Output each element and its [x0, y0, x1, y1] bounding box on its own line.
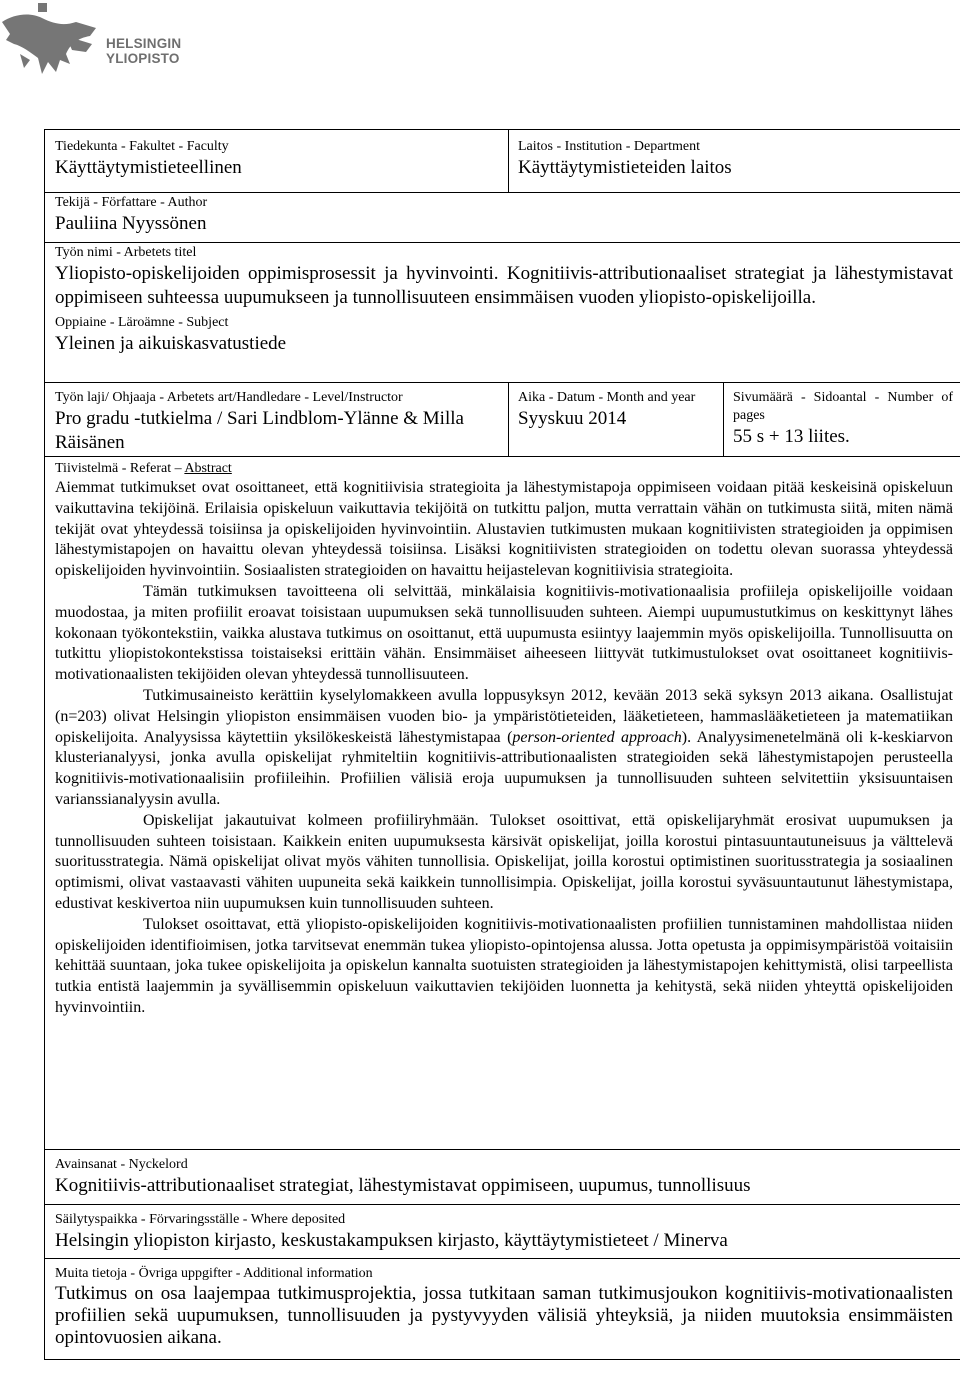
date-cell — [508, 389, 723, 430]
divider — [45, 1204, 960, 1205]
abstract-label: Tiivistelmä - Referat – Abstract — [55, 461, 232, 476]
divider — [45, 1258, 960, 1259]
divider — [45, 1149, 960, 1150]
university-logo-icon — [0, 0, 100, 85]
date-label: Aika - Datum - Month and year — [518, 390, 696, 405]
abstract-paragraph: Opiskelijat jakautuivat kolmeen profiiliryhmään. Tulokset osoittivat, että opiskelijaryhmät erosivat uupumuksen ja tunnollisuuden suhteen toisistaan. Kaikkein eniten uupumuksesta kärsivät opiskelijat, joilla korostui pintasuuntautuneisuus ja välttelevä suoritusstrategia. Nämä opiskelijat olivat myös vähiten tunnollisia. Opiskelijat, joilla korostui optimistinen suoritusstrategia ja sosiaalinen optimismi, olivat vastaavasti vähiten uupuneita sekä kaikkein tunnollisimpia. Opiskelijat, joilla korostui syväsuuntautunut lähestymistapa, edustivat keskivertoa niin uupumuksen kuin tunnollisuuden suhteen. — [55, 811, 953, 912]
deposited-label: Säilytyspaikka - Förvaringsställe - Where deposited — [55, 1212, 346, 1227]
faculty-value: Käyttäytymistieteellinen — [55, 157, 242, 178]
additional-value: Tutkimus on osa laajempaa tutkimusprojektia, jossa tutkitaan saman tutkimusjoukon kognitiivis-motivationaalisten profiilien sekä uupumuksen, tunnollisuuden ja pystyvyyden välisiä yhteyksiä, ja niiden muutoksia ensimmäisten opintovuosien aikana. — [55, 1283, 953, 1348]
department-label: Laitos - Institution - Department — [518, 139, 700, 154]
level-label: Työn laji/ Ohjaaja - Arbetets art/Handledare - Level/Instructor — [55, 390, 403, 405]
divider — [45, 456, 960, 457]
divider — [45, 192, 960, 193]
title-value: Yliopisto-opiskelijoiden oppimisprosessit ja hyvinvointi. Kognitiivis-attributionaaliset strategiat ja lähestymistavat oppimiseen suhteessa uupumukseen ja tunnollisuuteen ensimmäisen vuoden yliopisto-opiskelijoilla. — [55, 263, 953, 308]
pages-cell — [723, 389, 960, 448]
university-name: HELSINGIN YLIOPISTO — [106, 36, 182, 66]
keywords-cell — [45, 1156, 960, 1197]
pages-value: 55 s + 13 liites. — [733, 426, 850, 447]
abstract-paragraph: Tämän tutkimuksen tavoitteena oli selvittää, minkälaisia kognitiivis-motivationaalisia profiileja opiskelijoille voidaan muodostaa, ja miten profiilit eroavat toisistaan uupumuksen sekä tunnollisuuden suhteen. Aiempi uupumustutkimus on keskittynyt lähes kokonaan työkontekstiin, vaikka alustava tutkimus on osoittanut, että uupumusta esiintyy laajemmin myös opiskelijoilla. Tunnollisuutta on tutkittu yliopistokontekstissa toistaiseksi erittäin vähän. Ensimmäiset aiheeseen liittyvät tutkimustulokset ovat osoittaneet kognitiivis-motivationaalisten tekijöiden olevan yhteydessä tunnollisuuteen. — [55, 582, 953, 684]
level-value: Pro gradu -tutkielma / Sari Lindblom-Ylänne & Milla Räisänen — [55, 408, 464, 453]
subject-value: Yleinen ja aikuiskasvatustiede — [55, 333, 287, 354]
keywords-label: Avainsanat - Nyckelord — [55, 1157, 188, 1172]
abstract-cell — [45, 460, 960, 1019]
author-value: Pauliina Nyyssönen — [55, 213, 207, 234]
abstract-paragraph: Tulokset osoittavat, että yliopisto-opiskelijoiden kognitiivis-motivationaalisten profiilien tunnistaminen mahdollistaa niiden opiskelijoiden identifioimisen, jotka tarvitsevat enemmän tukea yliopisto-opintojensa alussa. Jotta opetusta ja oppimisympäristöä voitaisiin kehittää suuntaan, joka tukee opiskelijoita ja opiskelun kannalta suotuisten strategioiden ja lähestymistapojen kehittymistä, olisi tarpeellista tutkia entistä laajemmin ja syvällisemmin opiskeluun vaikuttavien tekijöiden luonnetta ja kehitystä, sekä niiden yhteyttä opiskelijoiden hyvinvointiin. — [55, 915, 953, 1016]
abstract-paragraph: Aiemmat tutkimukset ovat osoittaneet, että kognitiivisia strategioita ja lähestymistapoja oppimiseen voidaan pitää keskeisinä opiskeluun vaikuttavina tekijöinä. Erilaisia opiskeluun vaikuttavia tekijöitä on tutkittu paljon, mutta verrattain vähän on tutkimusta siitä, miten nämä tekijät ovat yhteydessä toisiinsa ja opiskelijoiden hyvinvointiin. Alustavien tutkimusten mukaan kognitiivisten strategioiden ja oppimisen lähestymistapojen on havaittu olevan yhteydessä toisiinsa. Lisäksi kognitiivisten strategioiden on todettu olevan suorassa yhteydessä opiskelijoiden hyvinvointiin. Sosiaalisten strategioiden on havaittu heijastelevan kognitiivisia strategioita. — [55, 479, 953, 580]
keywords-value: Kognitiivis-attributionaaliset strategiat, lähestymistavat oppimiseen, uupumus, tunnollisuus — [55, 1175, 751, 1196]
abstract-paragraph: Tutkimusaineisto kerättiin kyselylomakkeen avulla loppusyksyn 2012, kevään 2013 sekä syksyn 2013 aikana. Osallistujat (n=203) olivat Helsingin yliopiston ensimmäisen vuoden bio- ja ympäristötieteiden, lääketieteen, hammaslääketieteen ja matematiikan opiskelijoita. Analyysissa käytettiin yksilökeskeistä lähestymistapaa (person-oriented approach). Analyysimenetelmänä oli k-keskiarvon klusterianalyysi, jonka avulla opiskelijat ryhmiteltiin kognitiivis-attributionaalisten strategioiden sekä lähestymistapojen perusteella kognitiivis-motivationaalisiin profiileihin. Profiilien välisiä eroja uupumuksen ja tunnollisuuden suhteen selvitettiin yksisuuntaisen varianssianalyysin avulla. — [55, 686, 953, 808]
title-cell — [45, 244, 960, 355]
author-label: Tekijä - Författare - Author — [55, 195, 208, 210]
department-cell — [508, 138, 960, 179]
deposited-cell — [45, 1211, 960, 1252]
abstract-form — [44, 129, 960, 1360]
pages-label: Sivumäärä - Sidoantal - Number of pages — [733, 390, 953, 423]
faculty-label: Tiedekunta - Fakultet - Faculty — [55, 139, 229, 154]
author-cell — [45, 194, 960, 235]
title-label: Työn nimi - Arbetets titel — [55, 245, 197, 260]
divider — [45, 382, 960, 383]
additional-cell — [45, 1265, 960, 1349]
level-cell — [45, 389, 508, 455]
university-logo — [0, 0, 250, 85]
additional-label: Muita tietoja - Övriga uppgifter - Additional information — [55, 1266, 373, 1281]
divider — [45, 242, 960, 243]
subject-label: Oppiaine - Läroämne - Subject — [55, 315, 229, 330]
faculty-cell — [45, 138, 508, 179]
department-value: Käyttäytymistieteiden laitos — [518, 157, 732, 178]
deposited-value: Helsingin yliopiston kirjasto, keskustakampuksen kirjasto, käyttäytymistieteet / Minerva — [55, 1230, 728, 1251]
date-value: Syyskuu 2014 — [518, 408, 627, 429]
